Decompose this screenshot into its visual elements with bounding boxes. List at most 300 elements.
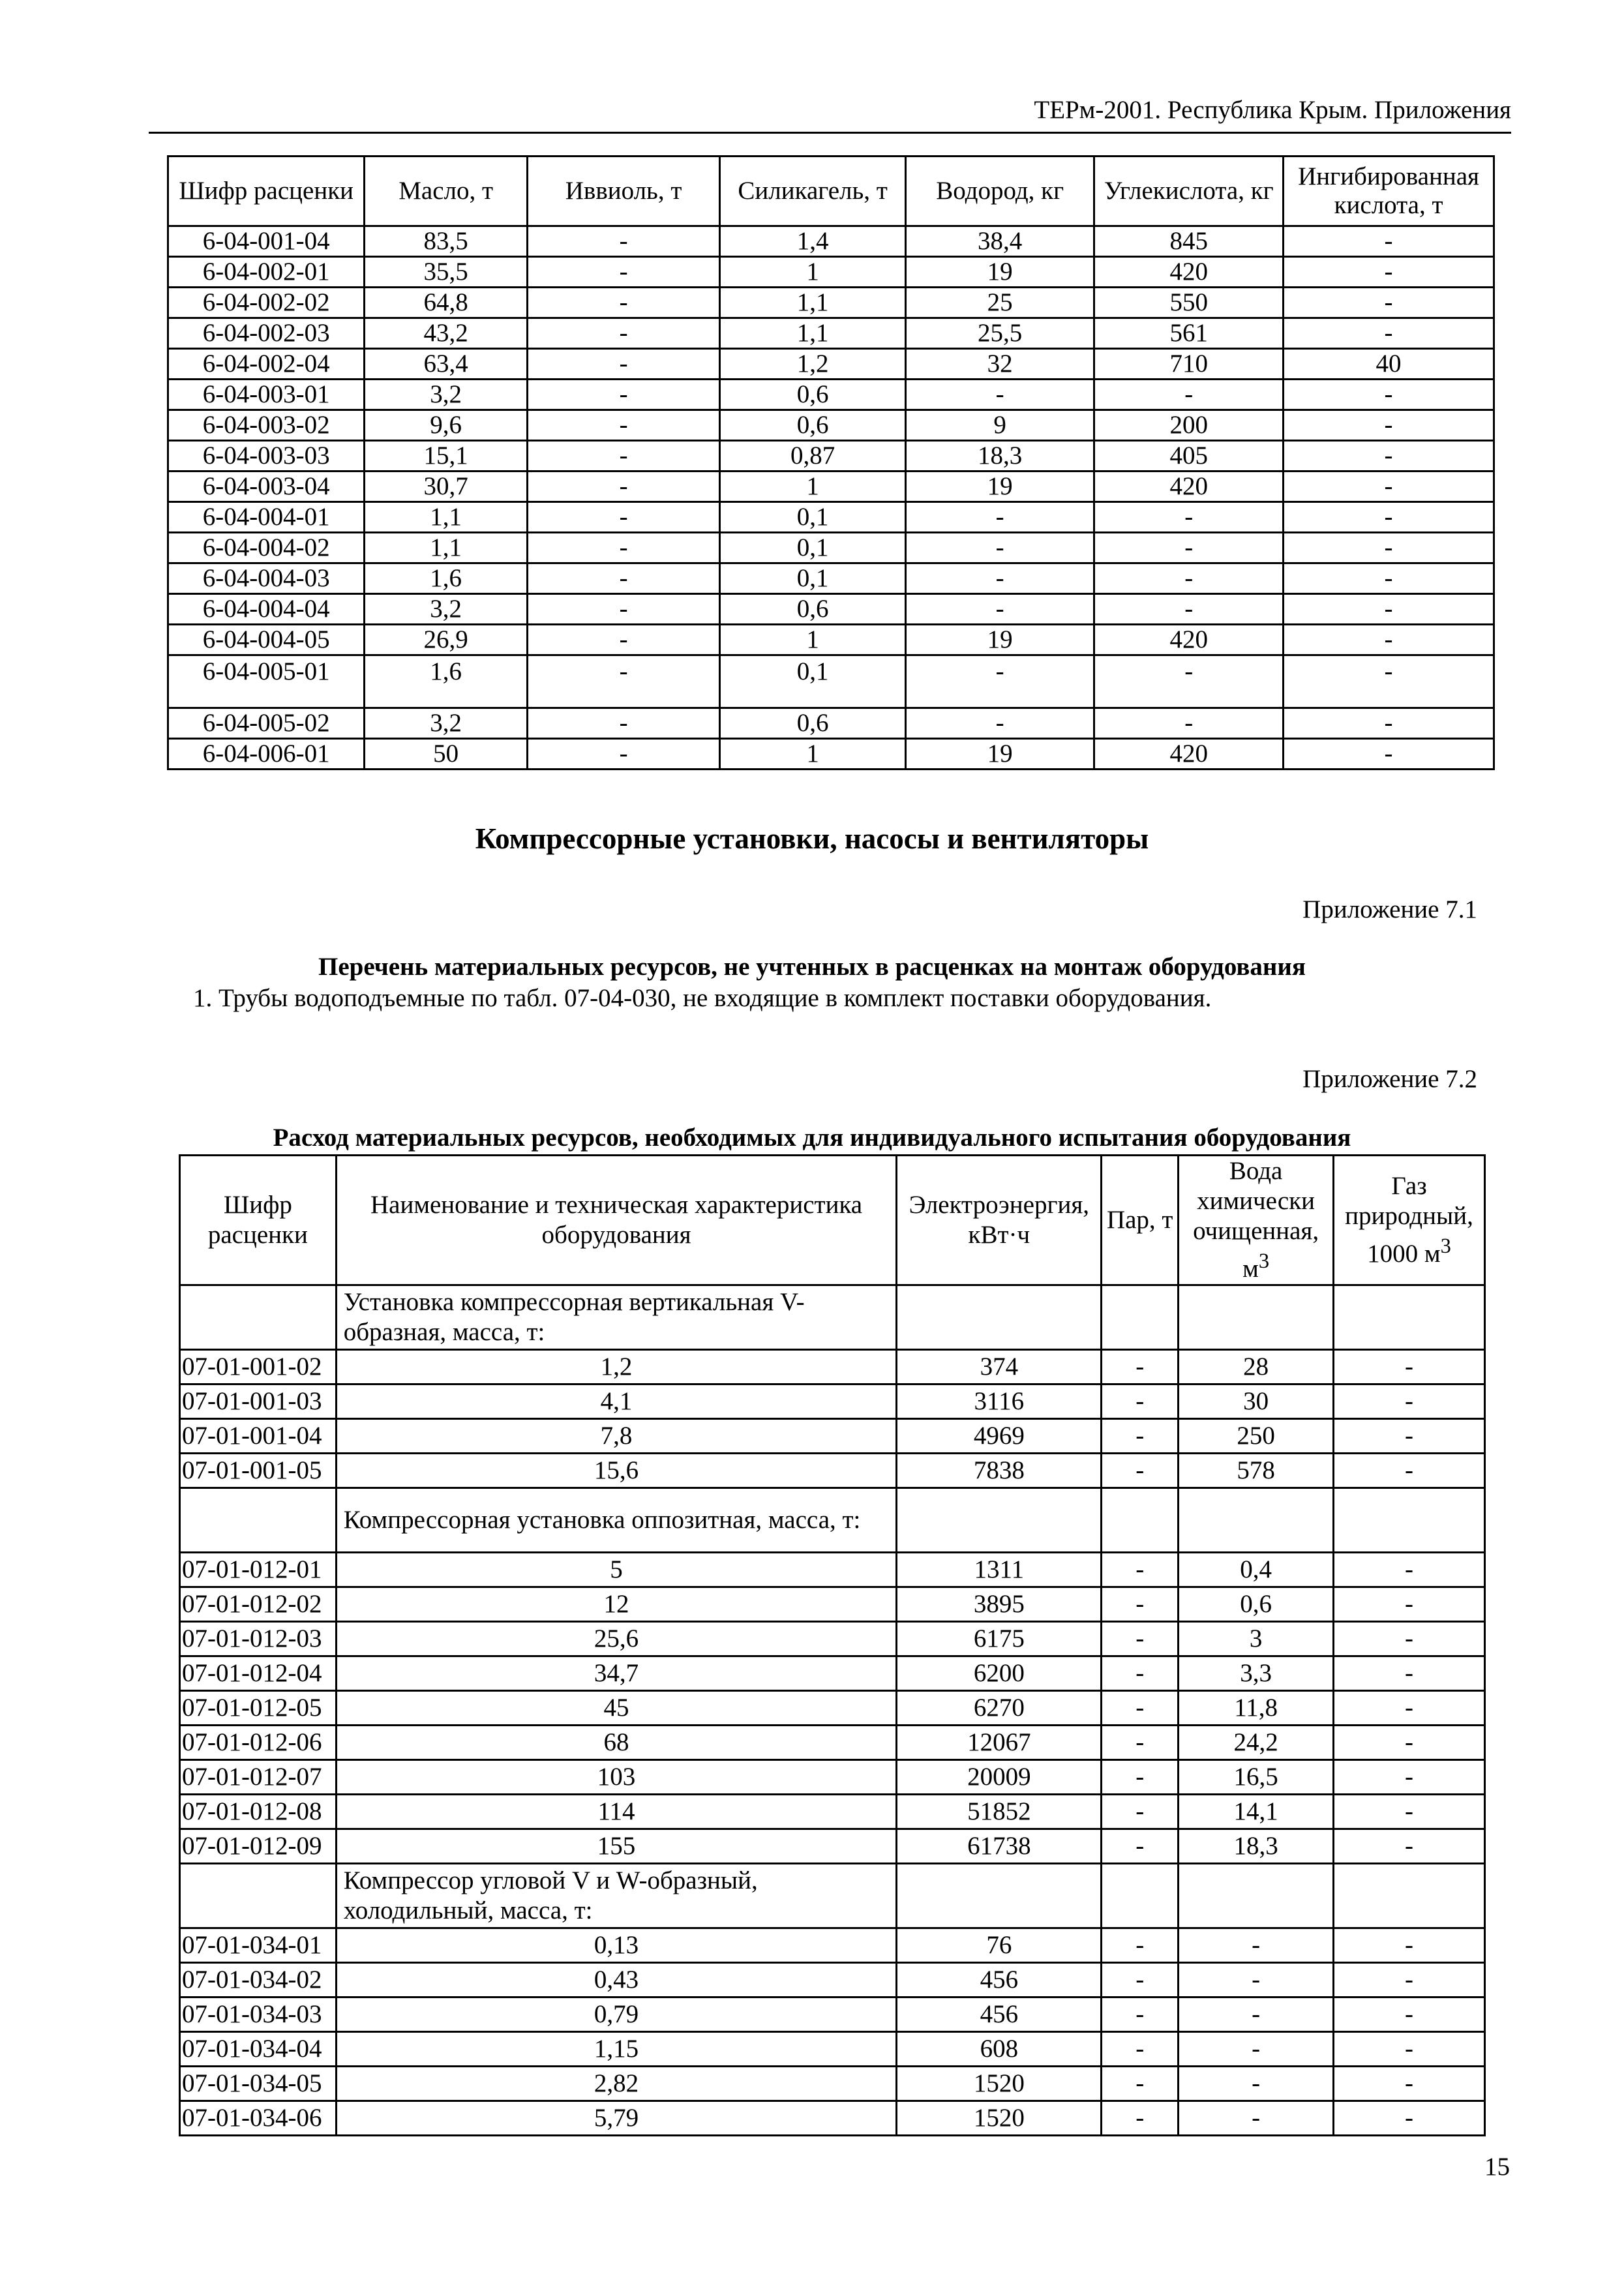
rate-code-cell: 6-04-002-03 xyxy=(168,318,365,349)
table-cell: - xyxy=(1334,1928,1485,1963)
table-cell: 5 xyxy=(336,1553,897,1587)
table-cell: - xyxy=(527,708,719,739)
table-cell: - xyxy=(1334,1691,1485,1726)
table-cell: - xyxy=(1179,2067,1334,2101)
table-cell: 1,1 xyxy=(720,288,906,318)
table-cell: 1,1 xyxy=(720,318,906,349)
table-cell: - xyxy=(1284,708,1494,739)
table-cell: 1,4 xyxy=(720,226,906,257)
table-cell: 200 xyxy=(1094,410,1284,441)
superscript: 3 xyxy=(1258,1249,1270,1273)
table-cell: 40 xyxy=(1284,349,1494,380)
table-cell: 15,6 xyxy=(336,1454,897,1488)
table-cell: 456 xyxy=(897,1963,1102,1997)
rate-code-cell: 07-01-034-03 xyxy=(180,1997,337,2032)
table-cell: 19 xyxy=(905,625,1094,655)
table-cell: 420 xyxy=(1094,625,1284,655)
table-cell: 0,1 xyxy=(720,533,906,563)
rate-code-cell: 6-04-002-04 xyxy=(168,349,365,380)
table-row xyxy=(180,1760,1485,1795)
table-cell: 845 xyxy=(1094,226,1284,257)
table-cell: 374 xyxy=(897,1350,1102,1384)
table-test-resources xyxy=(179,1154,1486,2136)
table-cell: 0,1 xyxy=(720,655,906,708)
empty-cell xyxy=(1334,1488,1485,1553)
table-cell: - xyxy=(1284,739,1494,770)
empty-cell xyxy=(1179,1285,1334,1350)
table-cell: - xyxy=(1102,1419,1179,1454)
table-cell: - xyxy=(905,708,1094,739)
table-row xyxy=(168,318,1494,349)
table-cell: - xyxy=(1179,1963,1334,1997)
table-cell: - xyxy=(527,380,719,410)
table-cell: - xyxy=(1284,655,1494,708)
appendix-7-1-title: Перечень материальных ресурсов, не учтенных в расценках на монтаж оборудования xyxy=(318,953,1306,981)
col-header-gas xyxy=(1334,1156,1485,1285)
table-cell: - xyxy=(1284,318,1494,349)
table-cell: 45 xyxy=(336,1691,897,1726)
table-cell: - xyxy=(1334,1454,1485,1488)
table-cell: 19 xyxy=(905,257,1094,288)
table-cell: 6175 xyxy=(897,1622,1102,1656)
table-cell: - xyxy=(527,563,719,594)
table-cell: - xyxy=(1334,1656,1485,1691)
rate-code-cell: 07-01-034-06 xyxy=(180,2101,337,2136)
table-row xyxy=(168,441,1494,471)
col-header-water-label: Вода химически очищенная, м xyxy=(1193,1157,1319,1283)
table-cell: - xyxy=(1284,563,1494,594)
table-cell: 1520 xyxy=(897,2101,1102,2136)
table-cell: 61738 xyxy=(897,1829,1102,1864)
rate-code-cell: 6-04-006-01 xyxy=(168,739,365,770)
table-row xyxy=(168,708,1494,739)
table-cell: - xyxy=(1334,1795,1485,1829)
table-cell: 6200 xyxy=(897,1656,1102,1691)
table-cell: - xyxy=(905,502,1094,533)
table-cell: 3,2 xyxy=(365,708,527,739)
table-cell: 4969 xyxy=(897,1419,1102,1454)
empty-cell xyxy=(1102,1285,1179,1350)
table-cell: 1,2 xyxy=(336,1350,897,1384)
table-cell: - xyxy=(1284,288,1494,318)
table-header-row xyxy=(180,1156,1485,1285)
table-row xyxy=(168,563,1494,594)
table-cell: - xyxy=(1334,2067,1485,2101)
table-cell: - xyxy=(1102,1656,1179,1691)
table-cell: 7,8 xyxy=(336,1419,897,1454)
table-cell: 250 xyxy=(1179,1419,1334,1454)
group-header-row xyxy=(180,1864,1485,1928)
table-cell: 1 xyxy=(720,257,906,288)
col-header-gas-label: Газ природный, 1000 м xyxy=(1345,1172,1473,1268)
table-cell: 63,4 xyxy=(365,349,527,380)
table-header-row xyxy=(168,157,1494,226)
table-cell: 19 xyxy=(905,471,1094,502)
table-cell: 3895 xyxy=(897,1587,1102,1622)
table-cell: 35,5 xyxy=(365,257,527,288)
col-header-electricity: Электроэнергия, кВт·ч xyxy=(897,1156,1102,1285)
table-cell: 0,6 xyxy=(720,410,906,441)
table-cell: - xyxy=(1334,1384,1485,1419)
col-header: Иввиоль, т xyxy=(527,157,719,226)
table-row xyxy=(180,1587,1485,1622)
table-cell: - xyxy=(1334,1726,1485,1760)
rate-code-cell: 07-01-001-05 xyxy=(180,1454,337,1488)
rate-code-cell: 07-01-034-05 xyxy=(180,2067,337,2101)
table-row xyxy=(168,502,1494,533)
rate-code-cell: 07-01-034-04 xyxy=(180,2032,337,2067)
table-cell: - xyxy=(1284,471,1494,502)
rate-code-cell: 07-01-001-04 xyxy=(180,1419,337,1454)
table-cell: - xyxy=(1334,2101,1485,2136)
table-cell: - xyxy=(1334,1419,1485,1454)
rate-code-cell: 07-01-001-02 xyxy=(180,1350,337,1384)
table-cell: - xyxy=(1284,625,1494,655)
table-row xyxy=(168,739,1494,770)
table-cell: 420 xyxy=(1094,471,1284,502)
table-cell: 6270 xyxy=(897,1691,1102,1726)
rate-code-cell: 07-01-034-02 xyxy=(180,1963,337,1997)
table-cell: 1 xyxy=(720,739,906,770)
col-header: Ингибированная кислота, т xyxy=(1284,157,1494,226)
group-title-cell: Установка компрессорная вертикальная V-образная, масса, т: xyxy=(336,1285,897,1350)
table-row xyxy=(180,1963,1485,1997)
table-cell: 710 xyxy=(1094,349,1284,380)
table-cell: 0,6 xyxy=(720,594,906,625)
table-cell: - xyxy=(527,625,719,655)
table-row xyxy=(180,1350,1485,1384)
table-cell: - xyxy=(1102,1795,1179,1829)
table-cell: - xyxy=(1284,257,1494,288)
table-cell: - xyxy=(527,471,719,502)
table-cell: 64,8 xyxy=(365,288,527,318)
table-cell: - xyxy=(1094,563,1284,594)
table-cell: - xyxy=(527,349,719,380)
table-cell: - xyxy=(1102,2101,1179,2136)
rate-code-cell: 07-01-012-03 xyxy=(180,1622,337,1656)
page-number: 15 xyxy=(1484,2153,1510,2181)
table-cell: 5,79 xyxy=(336,2101,897,2136)
table-cell: 30 xyxy=(1179,1384,1334,1419)
table-cell: - xyxy=(1094,533,1284,563)
rate-code-cell: 6-04-003-02 xyxy=(168,410,365,441)
table-row xyxy=(168,288,1494,318)
table-cell: - xyxy=(1284,226,1494,257)
rate-code-cell: 6-04-001-04 xyxy=(168,226,365,257)
table-cell: - xyxy=(527,410,719,441)
table-cell: 50 xyxy=(365,739,527,770)
table-cell: 0,43 xyxy=(336,1963,897,1997)
rate-code-cell: 6-04-002-01 xyxy=(168,257,365,288)
table-row xyxy=(168,594,1494,625)
rate-code-cell: 07-01-012-05 xyxy=(180,1691,337,1726)
rate-code-cell: 07-01-012-09 xyxy=(180,1829,337,1864)
header-rule xyxy=(149,132,1511,134)
rate-code-cell: 6-04-004-05 xyxy=(168,625,365,655)
table-row xyxy=(180,1656,1485,1691)
rate-code-cell: 07-01-012-06 xyxy=(180,1726,337,1760)
table-cell: - xyxy=(1334,1553,1485,1587)
page-header-title: ТЕРм-2001. Республика Крым. Приложения xyxy=(1034,96,1511,124)
group-header-row xyxy=(180,1488,1485,1553)
table-cell: 2,82 xyxy=(336,2067,897,2101)
group-title-cell: Компрессорная установка оппозитная, масса, т: xyxy=(336,1488,897,1553)
table-cell: - xyxy=(1102,1691,1179,1726)
rate-code-cell: 6-04-004-03 xyxy=(168,563,365,594)
table-cell: 1,6 xyxy=(365,563,527,594)
table-row xyxy=(168,655,1494,708)
table-cell: - xyxy=(527,257,719,288)
table-cell: - xyxy=(1284,594,1494,625)
table-cell: - xyxy=(527,594,719,625)
table-row xyxy=(168,471,1494,502)
table-cell: 1,15 xyxy=(336,2032,897,2067)
table-cell: - xyxy=(527,226,719,257)
rate-code-cell: 07-01-012-02 xyxy=(180,1587,337,1622)
table-row xyxy=(180,1829,1485,1864)
empty-cell xyxy=(897,1285,1102,1350)
table-cell: 7838 xyxy=(897,1454,1102,1488)
table-cell: - xyxy=(1094,708,1284,739)
table-cell: 34,7 xyxy=(336,1656,897,1691)
table-cell: 32 xyxy=(905,349,1094,380)
table-cell: 68 xyxy=(336,1726,897,1760)
rate-code-cell: 07-01-034-01 xyxy=(180,1928,337,1963)
rate-code-cell: 6-04-005-02 xyxy=(168,708,365,739)
table-cell: 3116 xyxy=(897,1384,1102,1419)
table-cell: - xyxy=(1102,1587,1179,1622)
table-cell: - xyxy=(1334,2032,1485,2067)
table-cell: 3,2 xyxy=(365,594,527,625)
table-cell: - xyxy=(1102,1454,1179,1488)
table-cell: 608 xyxy=(897,2032,1102,2067)
table-cell: - xyxy=(1102,1997,1179,2032)
group-header-row xyxy=(180,1285,1485,1350)
empty-cell xyxy=(897,1488,1102,1553)
table-cell: 25 xyxy=(905,288,1094,318)
table-cell: 15,1 xyxy=(365,441,527,471)
table-cell: 51852 xyxy=(897,1795,1102,1829)
table-cell: - xyxy=(527,318,719,349)
table-cell: 14,1 xyxy=(1179,1795,1334,1829)
table-cell: - xyxy=(905,563,1094,594)
rate-code-cell: 6-04-004-02 xyxy=(168,533,365,563)
empty-cell xyxy=(1102,1864,1179,1928)
rate-code-cell: 6-04-004-01 xyxy=(168,502,365,533)
table-cell: 11,8 xyxy=(1179,1691,1334,1726)
table-cell: - xyxy=(527,288,719,318)
table-cell: 76 xyxy=(897,1928,1102,1963)
table-cell: - xyxy=(1334,1997,1485,2032)
table-cell: 25,5 xyxy=(905,318,1094,349)
table-cell: - xyxy=(1102,1553,1179,1587)
table-cell: 550 xyxy=(1094,288,1284,318)
table-cell: 43,2 xyxy=(365,318,527,349)
table-row xyxy=(180,1419,1485,1454)
table-cell: - xyxy=(527,655,719,708)
table-cell: 1,2 xyxy=(720,349,906,380)
table-cell: 1520 xyxy=(897,2067,1102,2101)
table-cell: 114 xyxy=(336,1795,897,1829)
table-cell: 103 xyxy=(336,1760,897,1795)
table-cell: - xyxy=(1284,533,1494,563)
table-row xyxy=(168,533,1494,563)
rate-code-cell: 6-04-003-01 xyxy=(168,380,365,410)
table-cell: 9,6 xyxy=(365,410,527,441)
table-cell: 0,79 xyxy=(336,1997,897,2032)
empty-cell xyxy=(1179,1864,1334,1928)
table-cell: 30,7 xyxy=(365,471,527,502)
table-cell: 1311 xyxy=(897,1553,1102,1587)
table-cell: - xyxy=(1102,1963,1179,1997)
table-row xyxy=(180,1622,1485,1656)
col-header: Водород, кг xyxy=(905,157,1094,226)
table-row xyxy=(180,2067,1485,2101)
empty-cell xyxy=(180,1488,337,1553)
table-cell: 38,4 xyxy=(905,226,1094,257)
rate-code-cell: 6-04-003-03 xyxy=(168,441,365,471)
empty-cell xyxy=(1334,1285,1485,1350)
table-cell: - xyxy=(1102,1384,1179,1419)
table-cell: 19 xyxy=(905,739,1094,770)
col-header-code: Шифр расценки xyxy=(180,1156,337,1285)
table-cell: 456 xyxy=(897,1997,1102,2032)
table-cell: 3,3 xyxy=(1179,1656,1334,1691)
table-cell: 0,1 xyxy=(720,502,906,533)
table-cell: - xyxy=(1179,2032,1334,2067)
table-cell: - xyxy=(1102,1726,1179,1760)
group-title-cell: Компрессор угловой V и W-образный, холодильный, масса, т: xyxy=(336,1864,897,1928)
table-cell: 1,1 xyxy=(365,533,527,563)
rate-code-cell: 07-01-012-01 xyxy=(180,1553,337,1587)
table-row xyxy=(168,410,1494,441)
table-cell: 0,1 xyxy=(720,563,906,594)
table-cell: - xyxy=(1284,380,1494,410)
table-cell: - xyxy=(1102,1622,1179,1656)
table-materials-6-04 xyxy=(167,155,1495,770)
table-row xyxy=(168,625,1494,655)
rate-code-cell: 07-01-012-07 xyxy=(180,1760,337,1795)
table-cell: - xyxy=(1334,1760,1485,1795)
table-row xyxy=(180,1997,1485,2032)
table-cell: 9 xyxy=(905,410,1094,441)
appendix-7-2-label: Приложение 7.2 xyxy=(1302,1065,1477,1093)
col-header: Силикагель, т xyxy=(720,157,906,226)
table-row xyxy=(168,257,1494,288)
table-row xyxy=(180,1726,1485,1760)
rate-code-cell: 07-01-001-03 xyxy=(180,1384,337,1419)
table-cell: - xyxy=(1102,2032,1179,2067)
table-cell: 420 xyxy=(1094,739,1284,770)
table-cell: 0,4 xyxy=(1179,1553,1334,1587)
table-row xyxy=(180,1553,1485,1587)
table-cell: 1,1 xyxy=(365,502,527,533)
table-cell: 83,5 xyxy=(365,226,527,257)
table-cell: 24,2 xyxy=(1179,1726,1334,1760)
table-cell: 20009 xyxy=(897,1760,1102,1795)
table-cell: 0,6 xyxy=(720,708,906,739)
col-header: Углекислота, кг xyxy=(1094,157,1284,226)
table-row xyxy=(180,1691,1485,1726)
table-cell: - xyxy=(1284,441,1494,471)
table-cell: 0,6 xyxy=(720,380,906,410)
rate-code-cell: 6-04-003-04 xyxy=(168,471,365,502)
table-cell: - xyxy=(1334,1829,1485,1864)
col-header-water xyxy=(1179,1156,1334,1285)
table-cell: - xyxy=(905,533,1094,563)
appendix-7-1-label: Приложение 7.1 xyxy=(1302,895,1477,923)
table-row xyxy=(180,1454,1485,1488)
table-cell: 3 xyxy=(1179,1622,1334,1656)
col-header-steam: Пар, т xyxy=(1102,1156,1179,1285)
table-cell: - xyxy=(1094,502,1284,533)
table-cell: - xyxy=(1179,1928,1334,1963)
table-cell: - xyxy=(905,380,1094,410)
table-cell: 12067 xyxy=(897,1726,1102,1760)
table-row xyxy=(168,349,1494,380)
table-cell: 3,2 xyxy=(365,380,527,410)
empty-cell xyxy=(1334,1864,1485,1928)
table-cell: - xyxy=(1102,1829,1179,1864)
col-header: Шифр расценки xyxy=(168,157,365,226)
table-row xyxy=(168,380,1494,410)
table-cell: - xyxy=(1094,380,1284,410)
table-cell: - xyxy=(1334,1350,1485,1384)
table-cell: 26,9 xyxy=(365,625,527,655)
table-row xyxy=(180,1384,1485,1419)
empty-cell xyxy=(897,1864,1102,1928)
table-cell: - xyxy=(527,502,719,533)
table-cell: 1 xyxy=(720,471,906,502)
table-cell: - xyxy=(1102,1760,1179,1795)
appendix-7-1-item: 1. Трубы водоподъемные по табл. 07-04-030, не входящие в комплект поставки оборудования. xyxy=(193,984,1212,1012)
table-row xyxy=(180,1928,1485,1963)
table-cell: 25,6 xyxy=(336,1622,897,1656)
appendix-7-2-title: Расход материальных ресурсов, необходимых для индивидуального испытания оборудования xyxy=(273,1124,1351,1152)
table-cell: - xyxy=(527,739,719,770)
rate-code-cell: 07-01-012-04 xyxy=(180,1656,337,1691)
rate-code-cell: 6-04-002-02 xyxy=(168,288,365,318)
table-cell: - xyxy=(1102,2067,1179,2101)
table-cell: - xyxy=(905,655,1094,708)
table-cell: 0,13 xyxy=(336,1928,897,1963)
table-cell: - xyxy=(1334,1963,1485,1997)
table-cell: - xyxy=(1179,2101,1334,2136)
table-cell: 561 xyxy=(1094,318,1284,349)
table-cell: 4,1 xyxy=(336,1384,897,1419)
table-cell: 16,5 xyxy=(1179,1760,1334,1795)
rate-code-cell: 07-01-012-08 xyxy=(180,1795,337,1829)
table-cell: - xyxy=(1179,1997,1334,2032)
table-row xyxy=(180,2101,1485,2136)
table-cell: - xyxy=(1284,502,1494,533)
col-header-name: Наименование и техническая характеристика оборудования xyxy=(336,1156,897,1285)
table-cell: - xyxy=(905,594,1094,625)
table-cell: 1,6 xyxy=(365,655,527,708)
table-cell: - xyxy=(1094,594,1284,625)
table-cell: 12 xyxy=(336,1587,897,1622)
col-header: Масло, т xyxy=(365,157,527,226)
table-row xyxy=(180,2032,1485,2067)
rate-code-cell: 6-04-005-01 xyxy=(168,655,365,708)
table-row xyxy=(168,226,1494,257)
table-cell: 155 xyxy=(336,1829,897,1864)
table-cell: 18,3 xyxy=(1179,1829,1334,1864)
table-row xyxy=(180,1795,1485,1829)
table-cell: 18,3 xyxy=(905,441,1094,471)
empty-cell xyxy=(1179,1488,1334,1553)
table-cell: 578 xyxy=(1179,1454,1334,1488)
